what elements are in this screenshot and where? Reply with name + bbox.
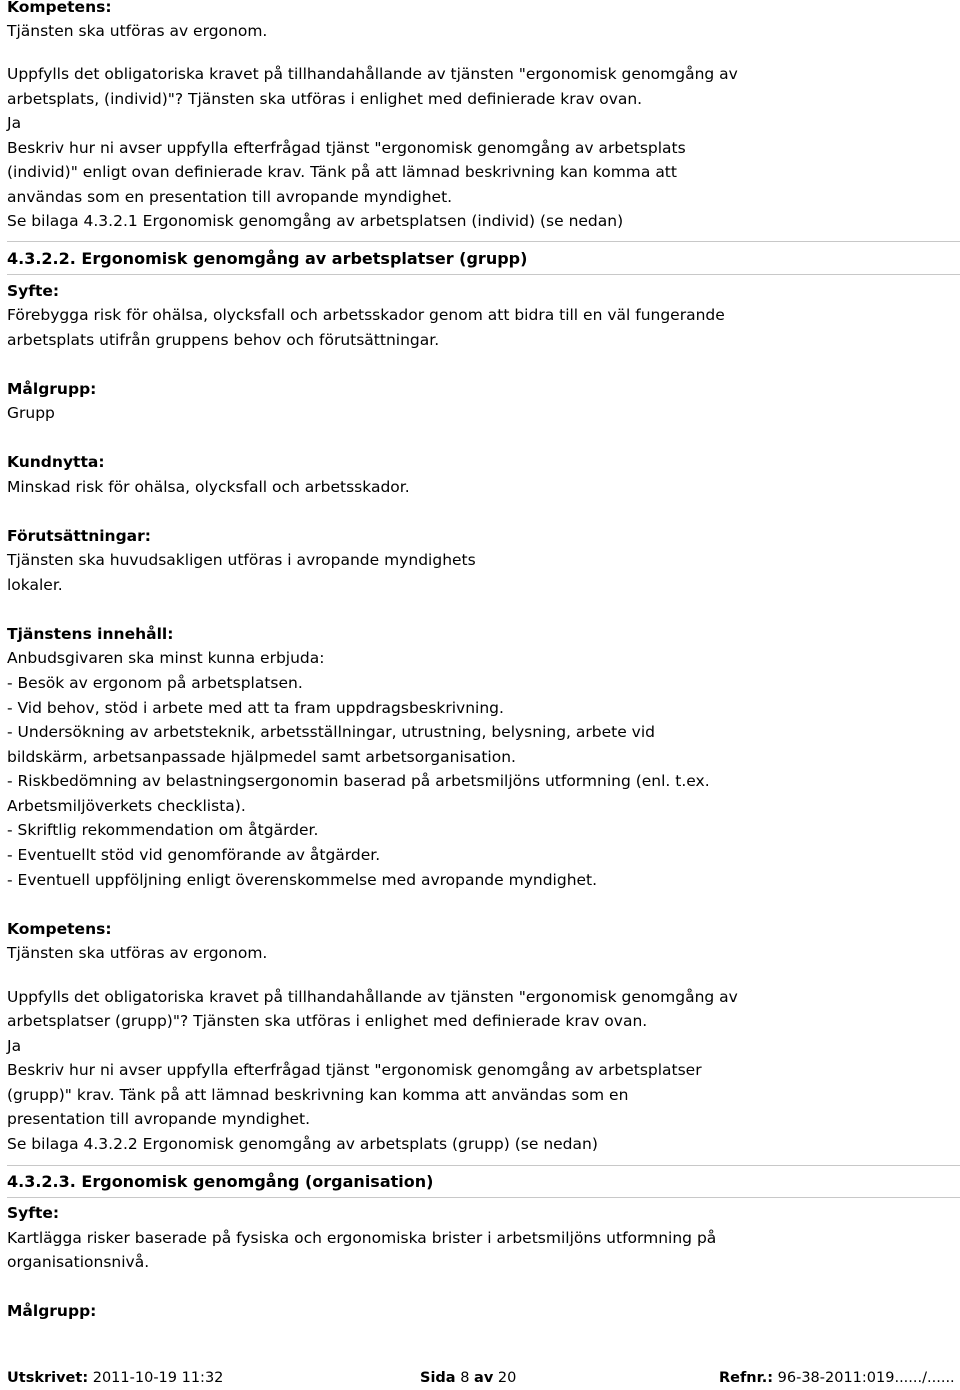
malgrupp-label: Målgrupp: [7,1302,97,1320]
section-heading [7,246,960,272]
syfte-label: Syfte: [7,282,60,300]
innehall-line: - Riskbedömning av belastningsergonomin baserad på arbetsmiljöns utformning (enl. t.ex. [7,772,710,790]
syfte-text: organisationsnivå. [7,1253,150,1271]
innehall-label: Tjänstens innehåll: [7,625,174,643]
innehall-line: - Undersökning av arbetsteknik, arbetsställningar, utrustning, belysning, arbete vid [7,723,655,741]
page-footer [7,1366,960,1390]
innehall-line: - Vid behov, stöd i arbete med att ta fram uppdragsbeskrivning. [7,699,504,717]
requirement-answer: Ja [7,1037,22,1055]
footer-printed [7,1366,223,1390]
kompetens-text: Tjänsten ska utföras av ergonom. [7,944,268,962]
description-line: (individ)" enligt ovan definierade krav. Tänk på att lämnad beskrivning kan komma att [7,163,677,181]
kompetens-label: Kompetens: [7,920,112,938]
requirement-question-line: arbetsplatser (grupp)"? Tjänsten ska utföras i enlighet med definierade krav ovan. [7,1012,648,1030]
section-divider [7,274,960,275]
footer-refnr-label: Refnr.: [719,1370,774,1386]
section-heading-text: 4.3.2.2. Ergonomisk genomgång av arbetsplatser (grupp) [7,249,528,268]
kompetens-label: Kompetens: [7,0,112,16]
footer-page-number [420,1366,516,1390]
innehall-line: - Eventuell uppföljning enligt överenskommelse med avropande myndighet. [7,871,598,889]
syfte-text: Kartlägga risker baserade på fysiska och ergonomiska brister i arbetsmiljöns utformning på [7,1229,717,1247]
kundnytta-text: Minskad risk för ohälsa, olycksfall och arbetsskador. [7,478,410,496]
requirement-question-line: arbetsplats, (individ)"? Tjänsten ska utföras i enlighet med definierade krav ovan. [7,90,643,108]
requirement-question-line: Uppfylls det obligatoriska kravet på tillhandahållande av tjänsten "ergonomisk genomgång av [7,65,738,83]
section-divider [7,241,960,242]
footer-printed-label: Utskrivet: [7,1370,89,1386]
section-heading-text: 4.3.2.3. Ergonomisk genomgång (organisation) [7,1172,434,1191]
syfte-text: arbetsplats utifrån gruppens behov och förutsättningar. [7,331,440,349]
innehall-line: bildskärm, arbetsanpassade hjälpmedel samt arbetsorganisation. [7,748,516,766]
section-divider [7,1197,960,1198]
forutsattningar-text: Tjänsten ska huvudsakligen utföras i avropande myndighets [7,551,476,569]
syfte-label: Syfte: [7,1204,60,1222]
forutsattningar-label: Förutsättningar: [7,527,151,545]
description-line: Se bilaga 4.3.2.2 Ergonomisk genomgång av arbetsplats (grupp) (se nedan) [7,1135,598,1153]
innehall-line: Anbudsgivaren ska minst kunna erbjuda: [7,649,325,667]
innehall-line: - Skriftlig rekommendation om åtgärder. [7,821,319,839]
footer-refnr-value: 96-38-2011:019....../...... [777,1370,955,1386]
kompetens-text: Tjänsten ska utföras av ergonom. [7,22,268,40]
description-line: Se bilaga 4.3.2.1 Ergonomisk genomgång av arbetsplatsen (individ) (se nedan) [7,212,624,230]
footer-page-total: 20 [497,1370,517,1386]
innehall-line: - Eventuellt stöd vid genomförande av åtgärder. [7,846,381,864]
description-line: Beskriv hur ni avser uppfylla efterfrågad tjänst "ergonomisk genomgång av arbetsplats [7,139,686,157]
description-line: Beskriv hur ni avser uppfylla efterfrågad tjänst "ergonomisk genomgång av arbetsplatser [7,1061,702,1079]
footer-page-label: Sida [420,1370,456,1386]
footer-page-value: 8 [460,1370,470,1386]
footer-printed-value: 2011-10-19 11:32 [92,1370,224,1386]
description-line: användas som en presentation till avropande myndighet. [7,188,453,206]
malgrupp-text: Grupp [7,404,55,422]
requirement-question-line: Uppfylls det obligatoriska kravet på tillhandahållande av tjänsten "ergonomisk genomgång av [7,988,738,1006]
innehall-line: Arbetsmiljöverkets checklista). [7,797,246,815]
footer-of-label: av [474,1370,494,1386]
requirement-answer: Ja [7,114,22,132]
description-line: presentation till avropande myndighet. [7,1110,311,1128]
section-heading [7,1169,960,1195]
footer-refnr [719,1366,955,1390]
innehall-line: - Besök av ergonom på arbetsplatsen. [7,674,303,692]
description-line: (grupp)" krav. Tänk på att lämnad beskrivning kan komma att användas som en [7,1086,629,1104]
forutsattningar-text: lokaler. [7,576,63,594]
section-divider [7,1165,960,1166]
syfte-text: Förebygga risk för ohälsa, olycksfall och arbetsskador genom att bidra till en väl fungerande [7,306,725,324]
kundnytta-label: Kundnytta: [7,453,105,471]
malgrupp-label: Målgrupp: [7,380,97,398]
